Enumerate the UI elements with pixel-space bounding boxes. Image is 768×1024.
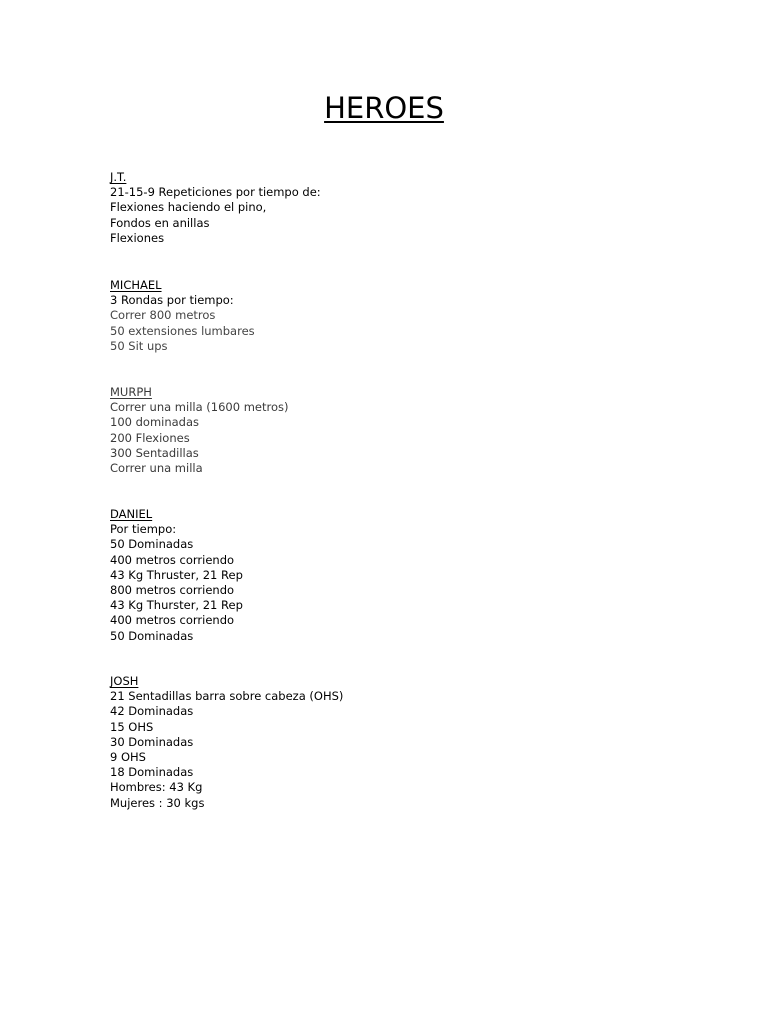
workout-line: Mujeres : 30 kgs: [110, 795, 205, 810]
workout-line: 43 Kg Thruster, 21 Rep: [110, 567, 243, 582]
workout-line: 300 Sentadillas: [110, 445, 199, 460]
workout-line: 18 Dominadas: [110, 765, 194, 780]
workout-line: 42 Dominadas: [110, 704, 194, 719]
workout-heading: J.T.: [110, 170, 127, 184]
workout-line: 200 Flexiones: [110, 430, 190, 445]
workout-line: 50 Sit ups: [110, 338, 168, 353]
workout-heading: JOSH: [110, 674, 139, 688]
workout-line: Por tiempo:: [110, 522, 177, 537]
workout-line: 43 Kg Thurster, 21 Rep: [110, 598, 243, 613]
workout-line: 21-15-9 Repeticiones por tiempo de:: [110, 185, 321, 200]
workout-line: Flexiones: [110, 230, 165, 245]
workout-josh: [110, 674, 710, 811]
workout-heading: DANIEL: [110, 507, 153, 521]
workout-line: 3 Rondas por tiempo:: [110, 293, 234, 308]
workout-line: 50 extensiones lumbares: [110, 323, 255, 338]
page-title: HEROES: [324, 91, 444, 125]
workout-line: Correr 800 metros: [110, 308, 216, 323]
workout-line: 400 metros corriendo: [110, 613, 235, 628]
workout-line: Correr una milla: [110, 460, 203, 475]
workout-line: 15 OHS: [110, 719, 154, 734]
workout-murph: [110, 385, 710, 476]
workout-line: 400 metros corriendo: [110, 552, 235, 567]
workout-line: Flexiones haciendo el pino,: [110, 200, 267, 215]
workout-line: Fondos en anillas: [110, 215, 210, 230]
workout-heading: MICHAEL: [110, 278, 162, 292]
workout-heading: MURPH: [110, 385, 152, 399]
workout-daniel: [110, 507, 710, 644]
workout-line: Correr una milla (1600 metros): [110, 400, 289, 415]
workout-jt: [110, 170, 710, 246]
workout-line: 100 dominadas: [110, 415, 200, 430]
workout-line: 30 Dominadas: [110, 734, 194, 749]
workout-line: 50 Dominadas: [110, 537, 194, 552]
workout-line: 800 metros corriendo: [110, 582, 235, 597]
workout-line: Hombres: 43 Kg: [110, 780, 203, 795]
workout-line: 50 Dominadas: [110, 628, 194, 643]
workout-line: 9 OHS: [110, 749, 146, 764]
workout-michael: [110, 278, 710, 354]
workout-line: 21 Sentadillas barra sobre cabeza (OHS): [110, 689, 344, 704]
